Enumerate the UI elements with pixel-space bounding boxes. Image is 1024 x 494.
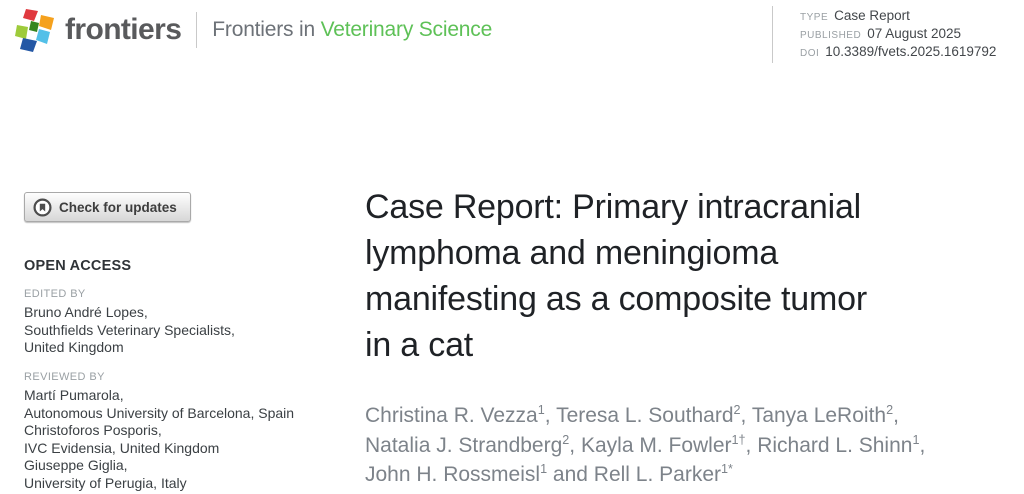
reviewer-name: Giuseppe Giglia, [24,457,128,473]
crossmark-bookmark-icon [33,198,52,217]
journal-title [212,18,492,42]
frontiers-logo-icon [14,8,58,52]
meta-row-published [800,25,996,43]
editor-country: United Kingdom [24,339,124,355]
reviewer-affiliation: IVC Evidensia, United Kingdom [24,439,220,456]
meta-type-value: Case Report [834,8,910,23]
reviewer-name: Christoforos Posporis, [24,422,162,438]
author-affiliation-sup: 1 [537,403,545,417]
check-for-updates-button[interactable] [24,192,191,222]
author-name: Kayla M. Fowler [580,433,732,457]
meta-type-label: TYPE [800,12,829,23]
article-title-line: Case Report: Primary intracranial [365,188,862,226]
author-name: Natalia J. Strandberg [365,433,563,457]
article-title [365,184,1024,368]
author-affiliation-sup: 1 [912,432,920,447]
editor-affiliation: Southfields Veterinary Specialists, [24,321,235,338]
edited-by-label: EDITED BY [24,288,86,300]
author-affiliation-sup: 1† [731,432,746,447]
reviewed-by-label: REVIEWED BY [24,371,105,383]
author-affiliation-sup: 2 [733,403,741,417]
editor-name: Bruno André Lopes, [24,304,148,320]
author-affiliation-sup: 1* [721,462,733,476]
article-title-line: manifesting as a composite tumor [365,280,867,318]
author-name: John H. Rossmeisl [365,463,541,486]
meta-divider [772,6,773,63]
author-name: Tanya LeRoith [751,404,887,427]
article-title-line: in a cat [365,326,474,364]
frontiers-wordmark: frontiers [65,13,182,46]
article-title-line: lymphoma and meningioma [365,234,779,272]
meta-row-doi [800,43,996,61]
reviewer-name: Martí Pumarola, [24,387,124,403]
journal-prefix: Frontiers in [212,18,321,41]
author-affiliation-sup: 1 [540,462,548,476]
meta-doi-value: 10.3389/fvets.2025.1619792 [825,44,997,59]
author-affiliation-sup: 2 [562,432,570,447]
author-name: Richard L. Shinn [757,433,913,457]
header-divider [196,12,197,48]
meta-published-label: PUBLISHED [800,30,862,41]
reviewed-by-section [24,371,354,492]
author-list: Christina R. Vezza$^1$, Teresa L. Southard$^2$, Tanya LeRoith$^2$, Natalia J. Strandberg$^2$, Kayla M. Fowler$^{1\dagger}$, Richard L. Shinn$^1$, John H. Rossmeisl$^1$ and Rell L. Parker$^{1*}$ [365,403,926,486]
header [14,8,492,52]
check-for-updates-label: Check for updates [59,199,177,215]
article-meta [800,7,996,61]
journal-name: Veterinary Science [320,18,493,41]
author-name: Teresa L. Southard [556,404,734,427]
author-name: Rell L. Parker [593,463,722,486]
author-name: Christina R. Vezza [365,404,538,427]
edited-by-section [24,288,354,357]
author-affiliation-sup: 2 [886,403,894,417]
meta-row-type [800,7,996,25]
meta-doi-label: DOI [800,48,820,59]
reviewer-affiliation: University of Perugia, Italy [24,474,187,491]
reviewer-affiliation: Autonomous University of Barcelona, Spain [24,404,295,421]
meta-published-value: 07 August 2025 [867,26,962,41]
open-access-label: OPEN ACCESS [24,258,132,274]
